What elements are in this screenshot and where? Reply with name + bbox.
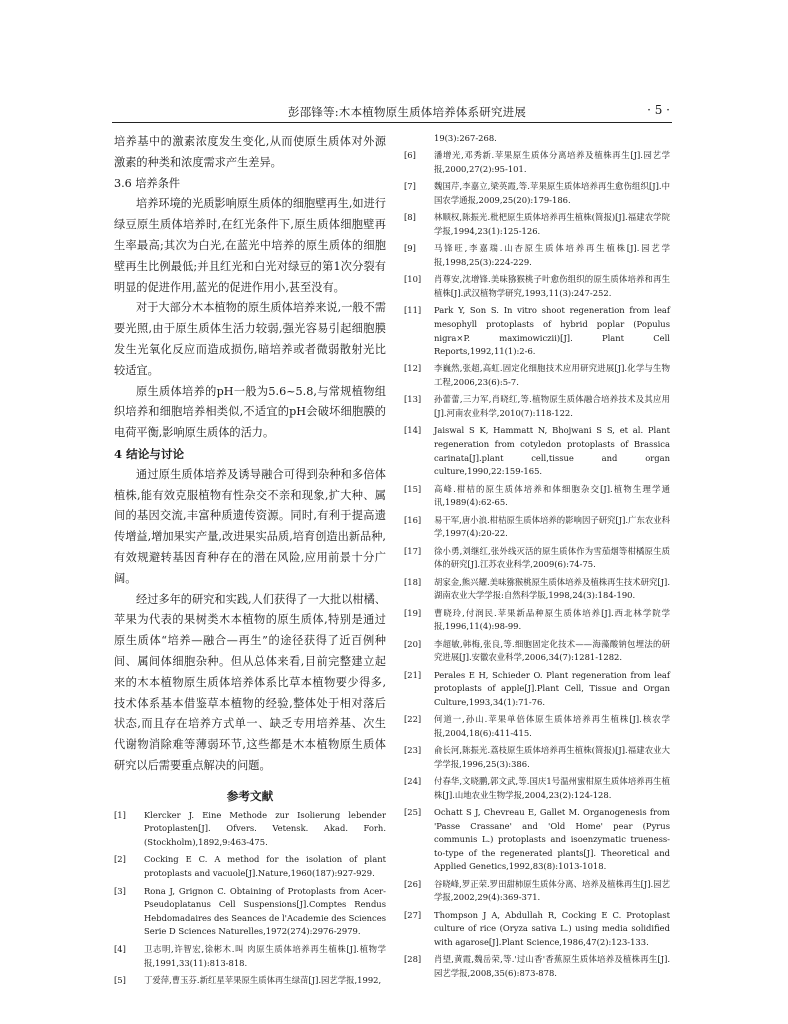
reference-text: 李巍然,张超,高虹.固定化细胞技术应用研究进展[J].化学与生物工程,2006,23(6):5-7. (434, 363, 670, 388)
reference-item (404, 878, 670, 905)
reference-number: [24] (404, 776, 422, 787)
reference-text: 19(3):267-268. (434, 133, 497, 143)
reference-item (404, 607, 670, 634)
reference-text: Cocking E C. A method for the isolation of plant protoplasts and vacuole[J].Nature,1960(187):927-929. (144, 854, 386, 879)
reference-number: [12] (404, 363, 422, 374)
reference-number: [8] (404, 212, 416, 223)
running-header (112, 102, 672, 123)
reference-text: Jaiswal S K, Hammatt N, Bhojwani S S, et al. Plant regeneration from cotyledon protoplasts of Brassica carinata[J].plant cell,tissue and organ culture,1990,22:159-165. (434, 425, 670, 477)
reference-item (404, 806, 670, 874)
reference-item (404, 362, 670, 389)
subsection-heading: 3.6 培养条件 (114, 176, 181, 190)
reference-item (404, 576, 670, 603)
reference-item (404, 638, 670, 665)
reference-text: 俞长河,陈振光.荔枝原生质体培养再生植株(简报)[J].福建农业大学学报,1996,25(3):386. (434, 745, 670, 769)
reference-number: [27] (404, 909, 422, 920)
reference-number: [5] (114, 975, 126, 986)
reference-number: [14] (404, 425, 422, 436)
reference-item (114, 885, 386, 939)
reference-number: [16] (404, 514, 422, 525)
reference-number: [3] (114, 885, 126, 896)
reference-number: [21] (404, 669, 422, 680)
reference-text: 高峰.柑桔的原生质体培养和体细胞杂交[J].植物生理学通讯,1989(4):62-65. (434, 483, 670, 508)
reference-item (404, 132, 670, 146)
reference-text: 魏国芹,李嘉立,梁英霞,等.苹果原生质体培养再生愈伤组织[J].中国农学通报,2009,25(20):179-186. (434, 181, 670, 205)
running-title: 彭邵锋等:木本植物原生质体培养体系研究进展 (288, 105, 527, 119)
reference-item (114, 943, 386, 970)
reference-item (404, 669, 670, 710)
left-column (114, 132, 386, 992)
reference-number: [28] (404, 954, 422, 965)
reference-item (404, 211, 670, 238)
reference-text: Park Y, Son S. In vitro shoot regeneration from leaf mesophyll protoplasts of hybrid poplar (Populus nigra×P. maximowiczii)[J]. Plant Cell Reports,1992,11(1):2-6. (434, 305, 670, 357)
reference-number: [17] (404, 545, 422, 556)
reference-text: Perales E H, Schieder O. Plant regeneration from leaf protoplasts of apple[J].Plant Cell, Tissue and Organ Culture,1993,34(1):71-76. (434, 669, 670, 707)
body-paragraph: 对于大部分木本植物的原生质体培养来说,一般不需要光照,由于原生质体生活力较弱,强光容易引起细胞膜发生光氧化反应而造成损伤,暗培养或者微弱散射光比较适宜。 (114, 301, 386, 377)
reference-number: [6] (404, 150, 416, 161)
reference-text: 肖望,黄霞,魏岳荣,等.'过山香'香蕉原生质体培养及植株再生[J].园艺学报,2008,35(6):873-878. (434, 954, 670, 978)
right-column (404, 132, 670, 984)
reference-number: [13] (404, 394, 422, 405)
reference-item (404, 483, 670, 510)
reference-number: [11] (404, 305, 422, 316)
reference-number: [18] (404, 576, 422, 587)
body-paragraph: 通过原生质体培养及诱导融合可得到杂种和多倍体植株,能有效克服植物有性杂交不亲和现象,扩大种、属间的基因交流,丰富种质遗传资源。同时,有利于提高遗传增益,增加果实产量,改进果实品质,培育创造出新品种,有效规避转基因育种存在的潜在风险,应用前景十分广阔。 (114, 467, 386, 585)
reference-text: 徐小勇,刘继红,张外线灭活的原生质体作为雪茄烟等柑橘原生质体的研究[J].江苏农业科学,2009(6):74-75. (434, 545, 670, 570)
reference-item (404, 953, 670, 980)
reference-text: Thompson J A, Abdullah R, Cocking E C. Protoplast culture of rice (Oryza sativa L.) using media solidified with agarose[J].Plant Science,1986,47(2):123-133. (434, 909, 670, 947)
reference-item (404, 424, 670, 478)
reference-text: Klercker J. Eine Methode zur Isolierung lebender Protoplasten[J]. Ofvers. Vetensk. Akad. Forh. (Stockholm),1892,9:463-475. (144, 809, 386, 847)
reference-item (404, 775, 670, 802)
reference-item (114, 809, 386, 850)
body-paragraph: 经过多年的研究和实践,人们获得了一大批以柑橘、苹果为代表的果树类木本植物的原生质体,特别是通过原生质体“培养—融合—再生”的途径获得了近百例种间、属间体细胞杂种。但从总体来看,目前完整建立起来的木本植物原生质体培养体系比草本植物要少得多,技术体系基本借鉴草本植物的经验,整体处于相对落后状态,而且存在培养方式单一、缺乏专用培养基、次生代谢物消除难等薄弱环节,这些都是木本植物原生质体研究以后需要重点解决的问题。 (114, 592, 386, 772)
reference-number: [26] (404, 878, 422, 889)
reference-text: 马锋旺,李嘉瑞.山杏原生质体培养再生植株[J].园艺学报,1998,25(3):224-229. (434, 243, 670, 267)
reference-list-continued (404, 132, 670, 981)
reference-text: 卫志明,许智宏,徐彬木.叫 肉原生质体培养再生植株[J].植物学报,1991,33(11):813-818. (144, 944, 386, 968)
section-heading: 4 结论与讨论 (114, 446, 185, 461)
reference-text: 胡家金,熊兴耀.美味猕猴桃原生质体培养及植株再生技术研究[J].湖南农业大学学报:自然科学版,1998,24(3):184-190. (434, 576, 670, 601)
reference-number: [15] (404, 483, 422, 494)
reference-item (404, 514, 670, 541)
reference-text: 肖尊安,沈增锋.美味猕猴桃子叶愈伤组织的原生质体培养和再生植株[J].武汉植物学研究,1993,11(3):247-252. (434, 274, 670, 298)
reference-text: Rona J, Grignon C. Obtaining of Protoplasts from Acer-Pseudoplatanus Cell Suspensions[J].Comptes Rendus Hebdomadaires des Seances de l'Academie des Sciences Serie D Sciences Naturelles,1972(274):2976-2979. (144, 885, 386, 937)
reference-text: 易干军,唐小浪.柑桔原生质体培养的影响因子研究[J].广东农业科学,1997(4):20-22. (434, 514, 670, 539)
reference-text: 林顺权,陈振光.枇杷原生质体培养再生植株(简报)[J].福建农学院学报,1994,23(1):125-126. (434, 212, 670, 236)
reference-number: [19] (404, 607, 422, 618)
reference-number: [1] (114, 809, 126, 820)
page-number: · 5 · (647, 103, 670, 117)
reference-item (114, 974, 386, 988)
reference-item (114, 853, 386, 880)
reference-item (404, 304, 670, 358)
reference-text: 潘增光,邓秀新.苹果原生质体分离培养及植株再生[J].园艺学报,2000,27(2):95-101. (434, 150, 670, 174)
reference-item (404, 713, 670, 740)
body-paragraph: 培养环境的光质影响原生质体的细胞壁再生,如进行绿豆原生质体培养时,在红光条件下,原生质体细胞壁再生率最高;其次为白光,在蓝光中培养的原生质体的细胞壁再生比例最低;并且红光和白光对绿豆的第1次分裂有明显的促进作用,蓝光的促进作用小,甚至没有。 (114, 197, 386, 294)
reference-text: 曹晓玲,付润民.苹果新品种原生质体培养[J].西北林学院学报,1996,11(4):98-99. (434, 607, 670, 632)
reference-text: 谷晓峰,罗正荣.罗田甜柿原生质体分离、培养及植株再生[J].园艺学报,2002,29(4):369-371. (434, 878, 670, 903)
reference-text: 何道一,孙山.苹果单倍体原生质体培养再生植株[J].核农学报,2004,18(6):411-415. (434, 714, 670, 738)
reference-item (404, 744, 670, 771)
reference-text: 孙蕾蕾,三力军,肖晓红,等.植物原生质体融合培养技术及其应用[J].河南农业科学,2010(7):118-122. (434, 394, 670, 419)
reference-item (404, 242, 670, 269)
reference-number: [7] (404, 181, 416, 192)
body-paragraph: 培养基中的激素浓度发生变化,从而使原生质体对外源激素的种类和浓度需求产生差异。 (114, 135, 386, 169)
reference-number: [10] (404, 274, 422, 285)
reference-item (404, 149, 670, 176)
reference-item (404, 180, 670, 207)
reference-number: [25] (404, 807, 422, 818)
reference-number: [23] (404, 745, 422, 756)
reference-number: [9] (404, 243, 416, 254)
reference-item (404, 909, 670, 950)
reference-text: Ochatt S J, Chevreau E, Gallet M. Organogenesis from 'Passe Crassane' and 'Old Home' pear (Pyrus communis L.) protoplasts and isoenzymatic trueness-to-type of the regenerated plants[J]. Theoretical and Applied Genetics,1992,83(8):1013-1018. (434, 807, 670, 872)
reference-list (114, 809, 386, 988)
reference-text: 李超敏,韩梅,张良,等.细胞固定化技术——海藻酸钠包埋法的研究进展[J].安徽农业科学,2006,34(7):1281-1282. (434, 638, 670, 663)
reference-item (404, 273, 670, 300)
reference-number: [20] (404, 638, 422, 649)
body-paragraph: 原生质体培养的pH一般为5.6~5.8,与常规植物组织培养和细胞培养相类似,不适宜的pH会破坏细胞膜的电荷平衡,影响原生质体的活力。 (114, 384, 386, 440)
reference-text: 付春华,文晓鹏,郭文武,等.国庆1号温州蜜柑原生质体培养再生植株[J].山地农业生物学报,2004,23(2):124-128. (434, 776, 670, 800)
reference-number: [4] (114, 944, 126, 955)
reference-number: [2] (114, 854, 126, 865)
reference-text: 丁爱萍,曹玉芬.新红星苹果原生质体再生绿苗[J].园艺学报,1992, (144, 975, 382, 986)
reference-item (404, 545, 670, 572)
reference-number: [22] (404, 714, 422, 725)
reference-item (404, 393, 670, 420)
references-title: 参考文献 (226, 788, 274, 803)
